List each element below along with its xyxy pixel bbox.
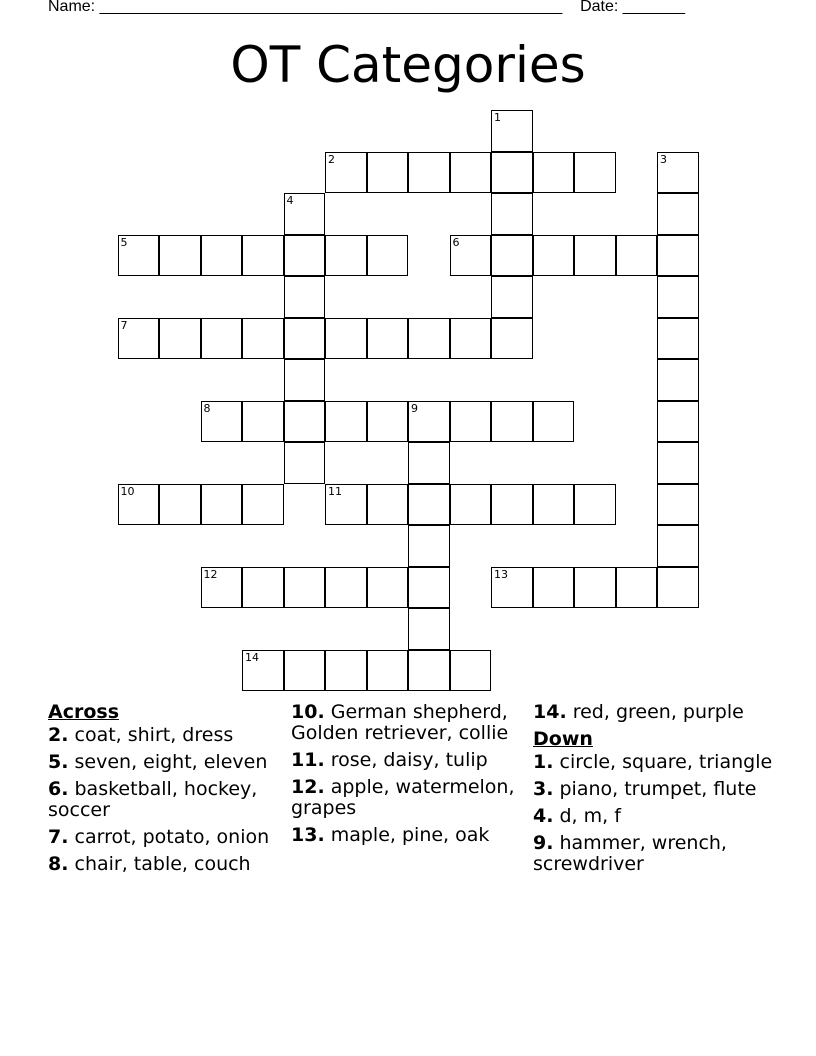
grid-cell[interactable] [533,401,575,443]
grid-cell[interactable] [408,650,450,692]
clue-number: 2 [328,152,335,166]
clue-column-2 [291,702,526,852]
clue-number: 14 [245,650,259,664]
clue-number: 7 [120,318,128,332]
across-clue: 12. apple, watermelon, grapes [291,776,515,819]
grid-cell[interactable] [159,235,201,277]
grid-cell[interactable] [201,567,243,609]
grid-cell[interactable] [657,318,699,360]
grid-cell[interactable] [201,401,243,443]
grid-cell[interactable] [284,359,326,401]
grid-cell[interactable] [408,567,450,609]
grid-cell[interactable] [367,318,409,360]
clue-number: 8 [203,401,211,415]
clue-number: 12 [203,567,218,581]
grid-cell[interactable] [408,401,450,443]
across-heading: Across [48,701,120,723]
grid-cell[interactable] [491,193,533,235]
grid-cell[interactable] [367,401,409,443]
grid-cell[interactable] [491,235,533,277]
grid-cell[interactable] [574,235,616,277]
grid-cell[interactable] [325,235,367,277]
grid-cell[interactable] [242,318,284,360]
clue-number: 13 [494,567,508,581]
grid-cell[interactable] [657,442,699,484]
grid-cell[interactable] [533,152,575,194]
grid-cell[interactable] [242,484,284,526]
across-clue: 8. chair, table, couch [48,853,251,875]
grid-cell[interactable] [491,318,533,360]
grid-cell[interactable] [491,484,533,526]
grid-cell[interactable] [450,152,492,194]
grid-cell[interactable] [574,567,616,609]
clue-number: 5 [120,235,128,249]
grid-cell[interactable] [325,318,367,360]
grid-cell[interactable] [408,152,450,194]
grid-cell[interactable] [284,276,326,318]
grid-cell[interactable] [657,152,699,194]
grid-cell[interactable] [325,401,367,443]
grid-cell[interactable] [118,235,160,277]
clue-number: 10 [120,484,135,498]
grid-cell[interactable] [408,484,450,526]
grid-cell[interactable] [657,401,699,443]
clue-number: 1 [494,111,501,124]
grid-cell[interactable] [657,276,699,318]
grid-cell[interactable] [201,318,243,360]
across-clue: 6. basketball, hockey, soccer [48,778,258,821]
clue-number: 9 [411,401,418,415]
page-title: OT Categories [230,36,586,94]
grid-cell[interactable] [450,401,492,443]
grid-cell[interactable] [284,318,326,360]
grid-cell[interactable] [159,484,201,526]
grid-cell[interactable] [118,318,160,360]
grid-cell[interactable] [491,276,533,318]
across-clue: 5. seven, eight, eleven [48,751,268,773]
grid-cell[interactable] [408,442,450,484]
across-clue: 14. red, green, purple [533,701,744,723]
grid-cell[interactable] [367,152,409,194]
clue-number: 6 [452,235,460,249]
grid-cell[interactable] [491,152,533,194]
grid-cell[interactable] [657,525,699,567]
grid-cell[interactable] [408,608,450,650]
grid-cell[interactable] [491,110,533,152]
grid-cell[interactable] [367,567,409,609]
grid-cell[interactable] [284,650,326,692]
grid-cell[interactable] [491,401,533,443]
grid-cell[interactable] [657,235,699,277]
down-heading: Down [533,728,593,750]
clue-number: 4 [286,194,294,207]
grid-cell[interactable] [242,567,284,609]
grid-cell[interactable] [367,235,409,277]
grid-cell[interactable] [284,193,326,235]
grid-cell[interactable] [325,152,367,194]
across-clue: 11. rose, daisy, tulip [291,749,488,771]
grid-cell[interactable] [284,235,326,277]
across-clue: 7. carrot, potato, onion [48,826,270,848]
down-clue: 9. hammer, wrench, screwdriver [533,832,727,875]
grid-cell[interactable] [450,318,492,360]
grid-cell[interactable] [450,484,492,526]
down-clue: 4. d, m, f [533,805,621,827]
grid-cell[interactable] [450,235,492,277]
grid-cell[interactable] [533,567,575,609]
grid-cell[interactable] [533,235,575,277]
clue-number: 3 [660,152,667,166]
grid-cell[interactable] [118,484,160,526]
grid-cell[interactable] [284,567,326,609]
grid-cell[interactable] [657,484,699,526]
clue-column-3 [533,702,773,881]
grid-cell[interactable] [533,484,575,526]
grid-cell[interactable] [284,442,326,484]
down-clue: 1. circle, square, triangle [533,751,773,773]
grid-cell[interactable] [325,567,367,609]
across-clue: 13. maple, pine, oak [291,824,490,846]
name-date-line: Name: ____________________________________________________ Date: _______ [48,0,686,15]
grid-cell[interactable] [201,484,243,526]
grid-cell[interactable] [574,152,616,194]
clue-column-1 [48,702,280,881]
across-clue: 2. coat, shirt, dress [48,724,234,746]
grid-cell[interactable] [408,318,450,360]
grid-cell[interactable] [242,650,284,692]
grid-cell[interactable] [657,193,699,235]
grid-cell[interactable] [325,484,367,526]
across-clue: 10. German shepherd, Golden retriever, collie [291,701,509,744]
clue-number: 11 [328,484,342,498]
grid-cell[interactable] [201,235,243,277]
grid-cell[interactable] [242,235,284,277]
grid-cell[interactable] [616,567,658,609]
grid-cell[interactable] [657,567,699,609]
grid-cell[interactable] [284,401,326,443]
grid-cell[interactable] [367,650,409,692]
grid-cell[interactable] [408,525,450,567]
grid-cell[interactable] [325,650,367,692]
grid-cell[interactable] [574,484,616,526]
grid-cell[interactable] [242,401,284,443]
down-clue: 3. piano, trumpet, flute [533,778,757,800]
grid-cell[interactable] [616,235,658,277]
grid-cell[interactable] [367,484,409,526]
grid-cell[interactable] [159,318,201,360]
grid-cell[interactable] [491,567,533,609]
grid-cell[interactable] [657,359,699,401]
grid-cell[interactable] [450,650,492,692]
